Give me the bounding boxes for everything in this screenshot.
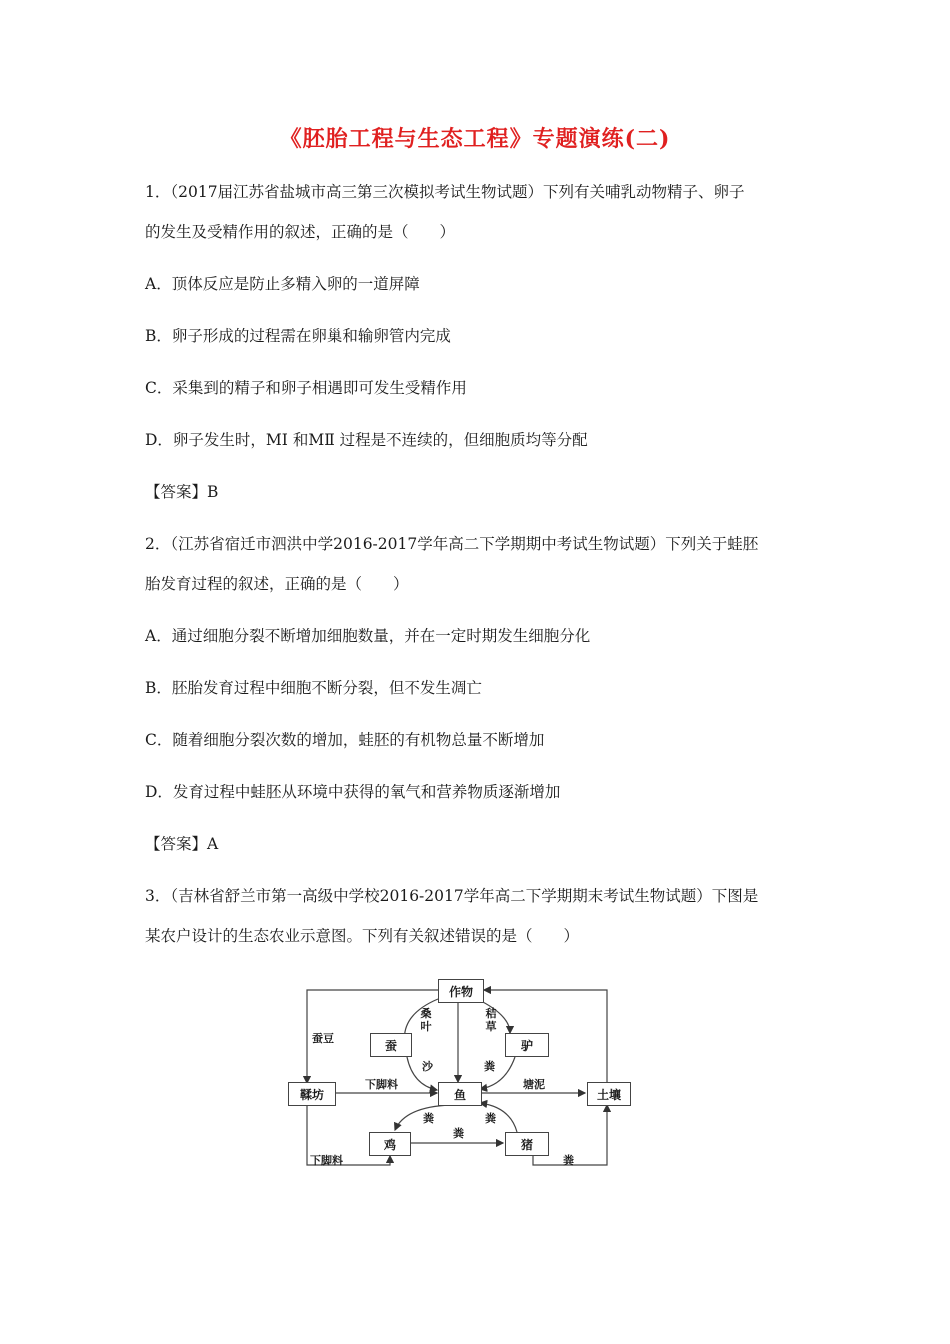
q1-option-c: C．采集到的精子和卵子相遇即可发生受精作用 — [145, 379, 467, 397]
node-textile: 鞣坊 — [288, 1082, 336, 1106]
q2-option-a: A．通过细胞分裂不断增加细胞数量，并在一定时期发生细胞分化 — [145, 627, 591, 645]
node-pig: 猪 — [505, 1132, 549, 1156]
q1-option-d: D．卵子发生时，MⅠ 和MⅡ 过程是不连续的，但细胞质均等分配 — [145, 431, 588, 449]
diagram-connectors — [285, 975, 645, 1175]
q3-stem-line1: 3．（吉林省舒兰市第一高级中学校2016-2017学年高二下学期期末考试生物试题）下图是 — [145, 887, 759, 905]
eco-agriculture-diagram — [285, 975, 645, 1175]
q2-stem-line1: 2．（江苏省宿迁市泗洪中学2016-2017学年高二下学期期中考试生物试题）下列关于蛙胚 — [145, 535, 759, 553]
q1-option-a: A．顶体反应是防止多精入卵的一道屏障 — [145, 275, 420, 293]
q2-option-b: B．胚胎发育过程中细胞不断分裂，但不发生凋亡 — [145, 679, 482, 697]
label-pond-mud: 塘泥 — [523, 1078, 545, 1091]
node-silkworm: 蚕 — [370, 1033, 412, 1057]
q2-option-d: D．发育过程中蛙胚从环境中获得的氧气和营养物质逐渐增加 — [145, 783, 561, 801]
q3-stem-line2: 某农户设计的生态农业示意图。下列有关叙述错误的是（ ） — [145, 927, 580, 945]
q1-stem-line1: 1．（2017届江苏省盐城市高三第三次模拟考试生物试题）下列有关哺乳动物精子、卵子 — [145, 183, 745, 201]
label-cocoon: 蚕豆 — [312, 1032, 334, 1045]
q1-stem-line2: 的发生及受精作用的叙述，正确的是（ ） — [145, 223, 456, 241]
node-donkey: 驴 — [505, 1033, 549, 1057]
q2-answer: 【答案】A — [145, 835, 219, 853]
q2-stem-line2: 胎发育过程的叙述，正确的是（ ） — [145, 575, 409, 593]
label-sand: 沙 — [422, 1060, 433, 1073]
label-dung-right: 粪 — [485, 1112, 496, 1125]
label-mulberry: 桑 叶 — [420, 1007, 432, 1033]
label-dung-bottom: 粪 — [563, 1154, 574, 1167]
label-leftover-bottom: 下脚料 — [310, 1154, 343, 1167]
label-straw: 秸 草 — [485, 1007, 497, 1033]
label-dung-left: 粪 — [423, 1112, 434, 1125]
label-dung-top: 粪 — [484, 1060, 495, 1073]
node-crop: 作物 — [438, 979, 484, 1003]
label-dung-mid: 粪 — [453, 1127, 464, 1140]
node-chicken: 鸡 — [369, 1132, 411, 1156]
node-soil: 土壤 — [587, 1082, 631, 1106]
q1-option-b: B．卵子形成的过程需在卵巢和输卵管内完成 — [145, 327, 451, 345]
q1-answer: 【答案】B — [145, 483, 219, 501]
label-leftover: 下脚料 — [365, 1078, 398, 1091]
page-title: 《胚胎工程与生态工程》专题演练(二) — [279, 126, 671, 152]
q2-option-c: C．随着细胞分裂次数的增加，蛙胚的有机物总量不断增加 — [145, 731, 545, 749]
node-fish: 鱼 — [438, 1082, 482, 1106]
